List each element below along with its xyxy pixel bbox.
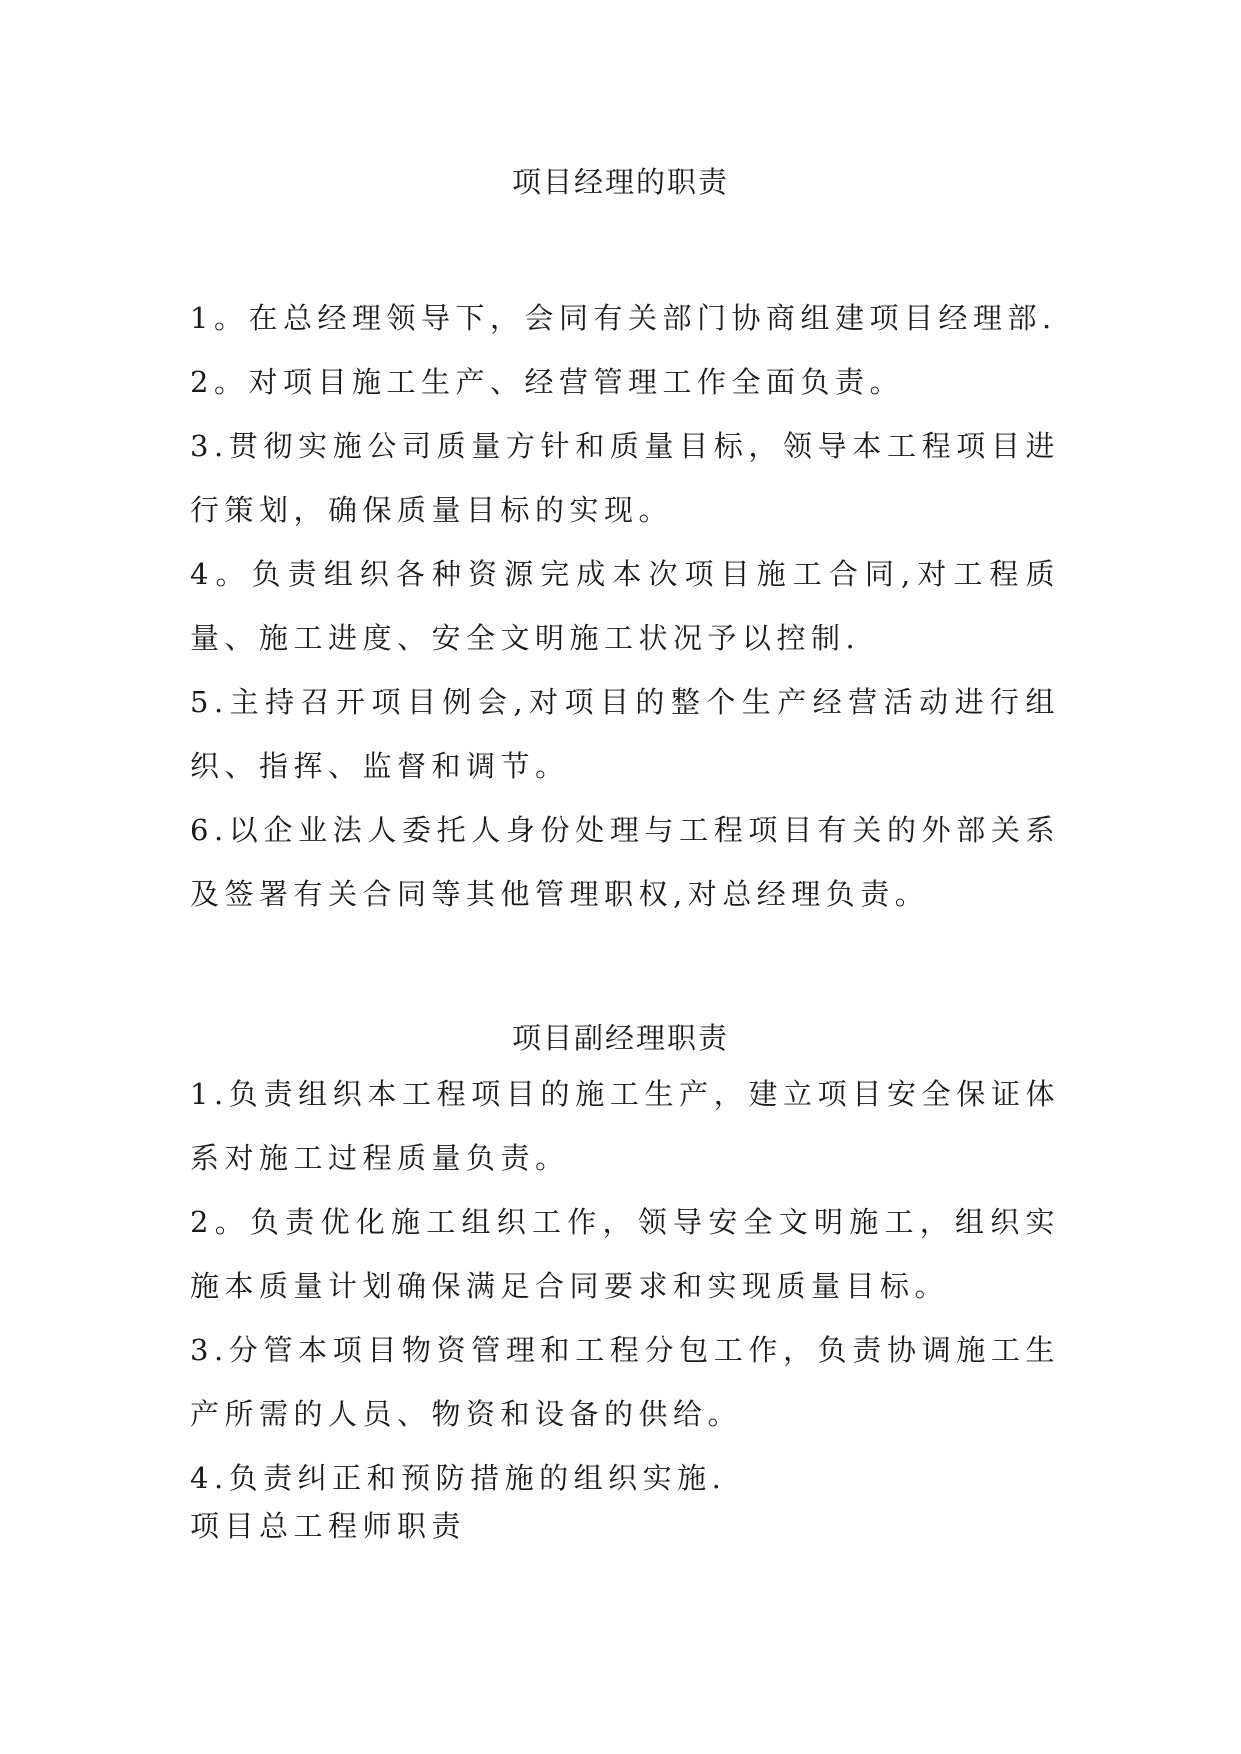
list-item: 1。在总经理领导下，会同有关部门协商组建项目经理部. xyxy=(190,301,1057,335)
section-title-project-manager: 项目经理的职责 xyxy=(511,165,729,199)
list-item: 1.负责组织本工程项目的施工生产，建立项目安全保证体系对施工过程质量负责。 xyxy=(190,1077,1060,1175)
list-item: 6.以企业法人委托人身份处理与工程项目有关的外部关系及签署有关合同等其他管理职权,对总经理负责。 xyxy=(190,813,1060,911)
list-item: 3.分管本项目物资管理和工程分包工作，负责协调施工生产所需的人员、物资和设备的供给。 xyxy=(190,1333,1060,1431)
list-item: 2。对项目施工生产、经营管理工作全面负责。 xyxy=(190,365,904,399)
list-item: 3.贯彻实施公司质量方针和质量目标，领导本工程项目进行策划，确保质量目标的实现。 xyxy=(190,429,1060,527)
section-body-deputy-manager xyxy=(190,1062,1060,1510)
section-title-deputy-manager: 项目副经理职责 xyxy=(511,1021,729,1055)
list-item: 4.负责纠正和预防措施的组织实施. xyxy=(190,1461,727,1495)
list-item: 5.主持召开项目例会,对项目的整个生产经营活动进行组织、指挥、监督和调节。 xyxy=(190,685,1060,783)
section-body-project-manager xyxy=(190,286,1060,926)
section-title-chief-engineer: 项目总工程师职责 xyxy=(190,1509,467,1543)
list-item: 2。负责优化施工组织工作，领导安全文明施工，组织实施本质量计划确保满足合同要求和实现质量目标。 xyxy=(190,1205,1060,1303)
list-item: 4。负责组织各种资源完成本次项目施工合同,对工程质量、施工进度、安全文明施工状况予以控制. xyxy=(190,557,1060,655)
